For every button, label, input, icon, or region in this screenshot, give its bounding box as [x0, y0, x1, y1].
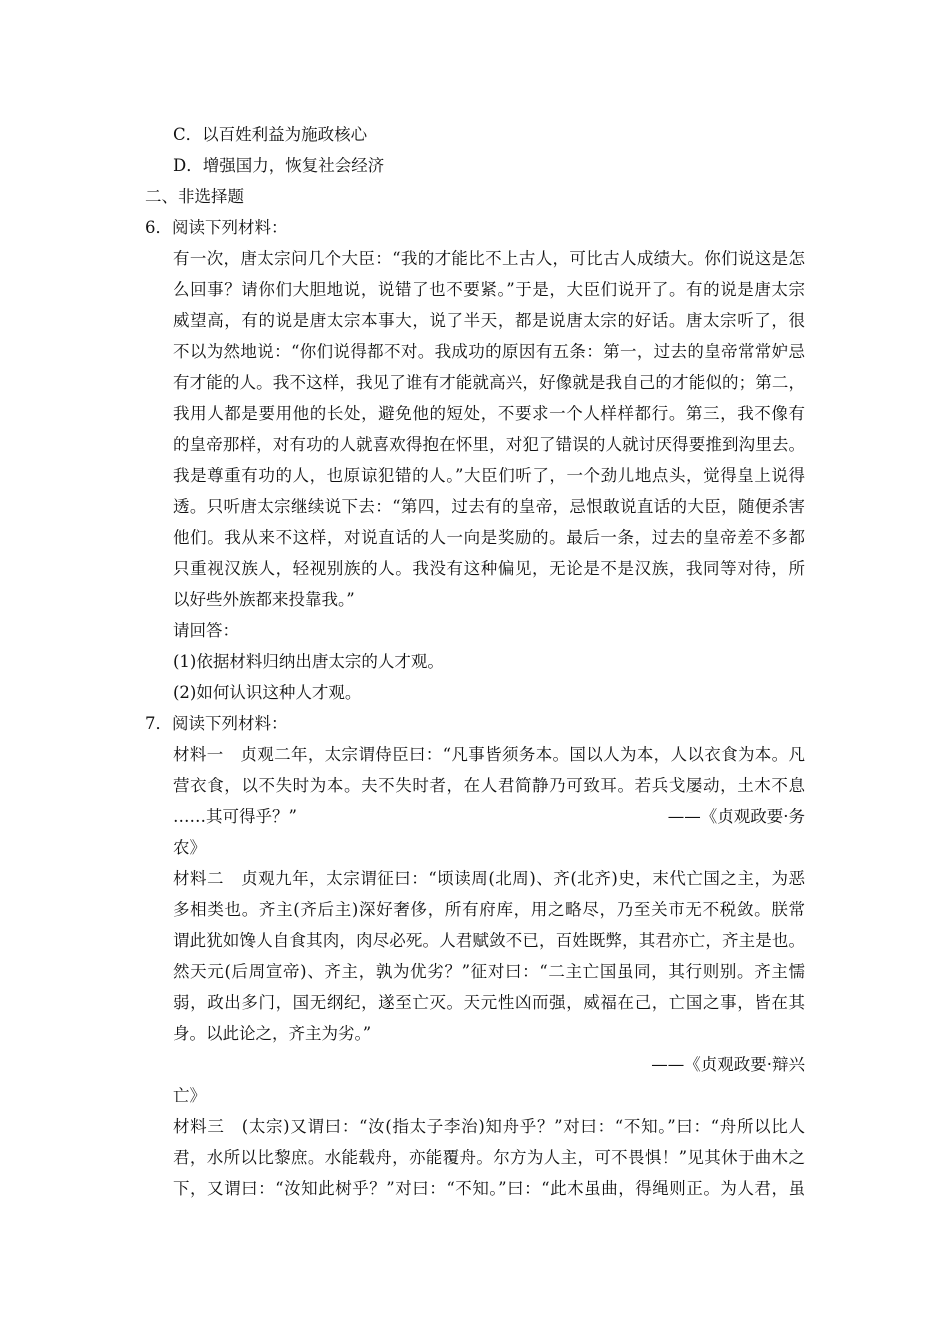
material-3-line	[0, 1142, 950, 1174]
material-1-line	[0, 801, 950, 833]
passage-line-text: 有一次，唐太宗问几个大臣：“我的才能比不上古人，可比古人成绩大。你们说这是怎	[173, 249, 805, 268]
material-3-line	[0, 1111, 950, 1143]
passage-line	[0, 274, 950, 306]
material-2-line-text: 身。以此论之，齐主为劣。”	[173, 1024, 372, 1043]
material-2-citation-end	[0, 1080, 950, 1112]
answer-prompt-text: 请回答：	[173, 621, 239, 640]
passage-line-text: 么回事？请你们大胆地说，说错了也不要紧。”于是，大臣们说开了。有的说是唐太宗	[173, 280, 805, 299]
material-2-line-text: 弱，政出多门，国无纲纪，遂至亡灭。天元性凶而强，威福在己，亡国之事，皆在其	[173, 993, 805, 1012]
material-2-citation-text: ——《贞观政要·辩兴	[651, 1055, 805, 1074]
passage-line	[0, 398, 950, 430]
passage-line-text: 威望高，有的说是唐太宗本事大，说了半天，都是说唐太宗的好话。唐太宗听了，很	[173, 311, 805, 330]
option-d-text: D．增强国力，恢复社会经济	[173, 156, 385, 175]
material-3-line-text: 下，又谓曰：“汝知此树乎？”对曰：“不知。”曰：“此木虽曲，得绳则正。为人君，虽	[173, 1179, 805, 1198]
material-2-line	[0, 956, 950, 988]
passage-line	[0, 367, 950, 399]
material-2-line	[0, 894, 950, 926]
material-2-line-text: 谓此犹如馋人自食其肉，肉尽必死。人君赋敛不已，百姓既弊，其君亦亡，齐主是也。	[173, 931, 805, 950]
section-heading	[0, 181, 950, 213]
sub-question-1	[0, 646, 950, 678]
sub-question-2-text: (2)如何认识这种人才观。	[173, 683, 362, 702]
question-6-stem-text: 6．阅读下列材料：	[145, 218, 288, 237]
passage-line-text: 以好些外族都来投靠我。”	[173, 590, 355, 609]
material-1-citation: ——《贞观政要·务	[667, 807, 805, 826]
sub-question-1-text: (1)依据材料归纳出唐太宗的人才观。	[173, 652, 444, 671]
passage-line	[0, 305, 950, 337]
material-3-line-text: 君，水所以比黎庶。水能载舟，亦能覆舟。尔方为人主，可不畏惧！”见其休于曲木之	[173, 1148, 805, 1167]
passage-line-text: 不以为然地说：“你们说得都不对。我成功的原因有五条：第一，过去的皇帝常常妒忌	[173, 342, 805, 361]
material-1-line-text: 营衣食，以不失时为本。夫不失时者，在人君简静乃可致耳。若兵戈屡动，土木不息	[173, 776, 805, 795]
material-1-line-text: 材料一 贞观二年，太宗谓侍臣曰：“凡事皆须务本。国以人为本，人以衣食为本。凡	[173, 745, 805, 764]
passage-line-text: 他们。我从来不这样，对说直话的人一向是奖励的。最后一条，过去的皇帝差不多都	[173, 528, 805, 547]
option-c	[0, 119, 950, 151]
material-1-citation-end-text: 农》	[173, 838, 206, 857]
material-2-line-text: 材料二 贞观九年，太宗谓征曰：“顷读周(北周)、齐(北齐)史，末代亡国之主，为恶	[173, 869, 805, 888]
material-2-citation	[0, 1049, 950, 1081]
passage-line	[0, 491, 950, 523]
material-3-line	[0, 1173, 950, 1205]
material-1-citation-end	[0, 832, 950, 864]
section-heading-text: 二、非选择题	[145, 187, 244, 206]
passage-line-text: 我用人都是要用他的长处，避免他的短处，不要求一个人样样都行。第三，我不像有	[173, 404, 805, 423]
sub-question-2	[0, 677, 950, 709]
material-1-line	[0, 770, 950, 802]
material-1-line	[0, 739, 950, 771]
question-6-stem	[0, 212, 950, 244]
answer-prompt	[0, 615, 950, 647]
material-2-line	[0, 1018, 950, 1050]
question-7-stem	[0, 708, 950, 740]
material-3-line-text: 材料三 (太宗)又谓曰：“汝(指太子李治)知舟乎？”对曰：“不知。”曰：“舟所以比人	[173, 1117, 805, 1136]
option-d	[0, 150, 950, 182]
passage-line-text: 有才能的人。我不这样，我见了谁有才能就高兴，好像就是我自己的才能似的；第二，	[173, 373, 805, 392]
question-7-stem-text: 7．阅读下列材料：	[145, 714, 288, 733]
passage-line	[0, 584, 950, 616]
material-2-citation-end-text: 亡》	[173, 1086, 206, 1105]
passage-line	[0, 522, 950, 554]
passage-line-text: 只重视汉族人，轻视别族的人。我没有这种偏见，无论是不是汉族，我同等对待，所	[173, 559, 805, 578]
passage-line-text: 我是尊重有功的人，也原谅犯错的人。”大臣们听了，一个劲儿地点头，觉得皇上说得	[173, 466, 805, 485]
material-2-line	[0, 925, 950, 957]
passage-line-text: 的皇帝那样，对有功的人就喜欢得抱在怀里，对犯了错误的人就讨厌得要推到沟里去。	[173, 435, 805, 454]
passage-line	[0, 243, 950, 275]
passage-line	[0, 336, 950, 368]
material-2-line	[0, 987, 950, 1019]
material-2-line	[0, 863, 950, 895]
material-2-line-text: 然天元(后周宣帝)、齐主，孰为优劣？”征对曰：“二主亡国虽同，其行则别。齐主懦	[173, 962, 805, 981]
passage-line-text: 透。只听唐太宗继续说下去：“第四，过去有的皇帝，忌恨敢说直话的大臣，随便杀害	[173, 497, 805, 516]
passage-line	[0, 553, 950, 585]
passage-line	[0, 460, 950, 492]
passage-line	[0, 429, 950, 461]
material-1-line-text: ……其可得乎？”	[173, 807, 297, 826]
option-c-text: C．以百姓利益为施政核心	[173, 125, 368, 144]
material-2-line-text: 多相类也。齐主(齐后主)深好奢侈，所有府库，用之略尽，乃至关市无不税敛。朕常	[173, 900, 805, 919]
